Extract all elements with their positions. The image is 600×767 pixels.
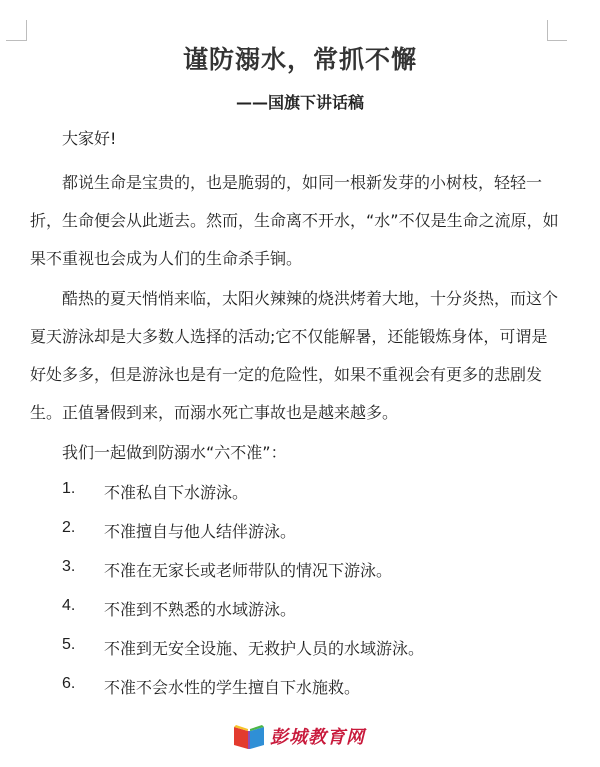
list-item-number: 2. xyxy=(62,519,76,536)
list-item-text: 不准到无安全设施、无救护人员的水域游泳。 xyxy=(104,639,425,658)
list-item xyxy=(62,675,562,714)
document-subtitle: ——国旗下讲话稿 xyxy=(235,93,364,112)
list-item-text: 不准私自下水游泳。 xyxy=(104,483,249,502)
site-logo xyxy=(232,720,365,752)
list-item-number: 1. xyxy=(62,480,76,497)
list-item-text: 不准擅自与他人结伴游泳。 xyxy=(104,522,297,541)
logo-text: 彭城教育网 xyxy=(270,727,365,748)
list-intro: 我们一起做到防溺水“六不准”： xyxy=(62,443,287,462)
list-item xyxy=(62,636,562,675)
greeting: 大家好! xyxy=(62,129,117,148)
list-item-text: 不准在无家长或老师带队的情况下游泳。 xyxy=(104,561,393,580)
list-item-number: 4. xyxy=(62,597,76,614)
list-item xyxy=(62,597,562,636)
list-item-number: 6. xyxy=(62,675,76,692)
paragraph-2: 酷热的夏天悄悄来临，太阳火辣辣的烧洪烤着大地，十分炎热，而这个夏天游泳却是大多数人选择的活动;它不仅能解暑，还能锻炼身体，可谓是好处多多，但是游泳也是有一定的危险性，如果不重视会有更多的悲剧发生。正值暑假到来，而溺水死亡事故也是越来越多。 xyxy=(30,289,559,422)
list-item-text: 不准不会水性的学生擅自下水施救。 xyxy=(104,678,361,697)
list-item-text: 不准到不熟悉的水域游泳。 xyxy=(104,600,297,619)
book-icon xyxy=(232,721,266,751)
crop-mark-top-left xyxy=(26,20,27,41)
list-item-number: 3. xyxy=(62,558,76,575)
crop-mark-top-right xyxy=(547,20,548,41)
rules-list xyxy=(62,480,562,714)
list-item xyxy=(62,519,562,558)
list-item xyxy=(62,480,562,519)
paragraph-1: 都说生命是宝贵的，也是脆弱的，如同一根新发芽的小树枝，轻轻一折，生命便会从此逝去。然而，生命离不开水，“水”不仅是生命之流原，如果不重视也会成为人们的生命杀手锏。 xyxy=(30,173,559,268)
list-item-number: 5. xyxy=(62,636,76,653)
list-item xyxy=(62,558,562,597)
document-title: 谨防溺水，常抓不懈 xyxy=(182,45,417,74)
